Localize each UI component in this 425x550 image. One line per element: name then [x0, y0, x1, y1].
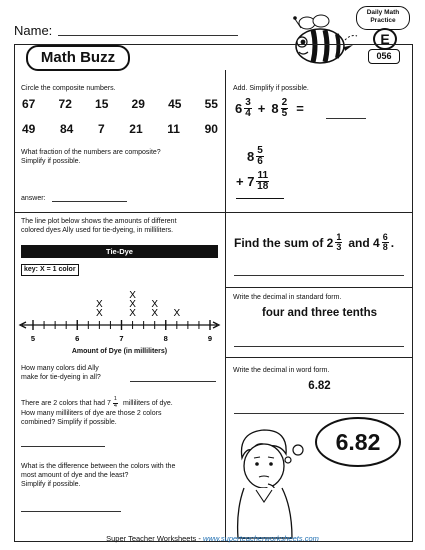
number-cell[interactable]: 90 [204, 122, 218, 136]
q1-prompt: Circle the composite numbers. [21, 85, 116, 92]
center-divider [225, 70, 226, 542]
plot-x-mark: X [129, 299, 136, 310]
plot-x-mark: X [151, 308, 159, 319]
plot-x-mark: X [96, 308, 103, 319]
q3b-question: There are 2 colors that had 7 $\frac{1}{4}$ milliliters of dye. How many milliliters of dye are those 2 colors combined? Simplify if possible. [21, 396, 173, 426]
plot-x-mark: X [173, 308, 181, 319]
chart-key: key: X = 1 color [21, 264, 79, 276]
q1-question: What fraction of the numbers are composite? Simplify if possible. [21, 149, 161, 165]
q2-expression: 6 $\frac{3}{4}$ + 8 $\frac{2}{5}$ = [235, 97, 304, 119]
footer: Super Teacher Worksheets - www.superteacherworksheets.com [106, 534, 319, 543]
number-cell[interactable]: 21 [129, 122, 143, 136]
q2-answer-field[interactable] [326, 118, 366, 119]
number-cell[interactable]: 55 [204, 97, 218, 111]
q5-answer-field[interactable] [234, 346, 404, 347]
worksheet-number: 056 [368, 49, 400, 64]
name-label: Name: [14, 23, 53, 38]
page-title: Math Buzz [40, 49, 116, 66]
footer-url[interactable]: www.superteacherworksheets.com [202, 534, 319, 543]
q1-answer-label: answer: [21, 195, 46, 202]
q6-prompt: Write the decimal in word form. [233, 367, 330, 374]
number-cell[interactable]: 67 [22, 97, 36, 111]
q5-prompt: Write the decimal in standard form. [233, 294, 342, 301]
title-pill [26, 45, 130, 71]
q6-decimal: 6.82 [308, 380, 331, 392]
bubble-decimal: 6.82 [335, 429, 381, 455]
q3b-answer-field[interactable] [21, 446, 105, 447]
q3-intro: The line plot below shows the amounts of different colored dyes Ally used for tie-dyeing, in milliliters. [21, 218, 177, 234]
number-cell[interactable]: 7 [97, 122, 105, 136]
plot-x-mark: X [129, 308, 136, 319]
q5-words: four and three tenths [261, 307, 377, 319]
left-divider-1 [14, 212, 225, 213]
x-tick-label: 9 [207, 334, 213, 343]
number-cell[interactable]: 72 [58, 97, 72, 111]
name-field[interactable] [58, 35, 238, 36]
number-cell[interactable]: 84 [59, 122, 74, 136]
q4-answer-field[interactable] [234, 275, 404, 276]
x-tick-label: 5 [30, 334, 36, 343]
badge-line1: Daily Math [366, 9, 400, 16]
chart-title: Tie-Dye [106, 247, 133, 256]
q3c-answer-field[interactable] [21, 511, 121, 512]
x-axis-label: Amount of Dye (in milliliters) [71, 348, 168, 355]
badge-line2: Practice [370, 17, 396, 24]
right-divider-3 [225, 357, 413, 358]
x-tick-label: 6 [75, 334, 80, 343]
number-cell[interactable]: 29 [131, 97, 145, 111]
q1-number-grid [22, 97, 218, 136]
plot-x-mark: X [151, 299, 159, 310]
q2-prompt: Add. Simplify if possible. [233, 85, 309, 92]
plot-x-mark: X [129, 290, 136, 301]
plot-x-mark: X [96, 299, 103, 310]
q2-mixed-top: 8 $\frac{5}{6}$ [247, 145, 263, 167]
q2-sum-line [236, 198, 284, 199]
number-cell[interactable]: 45 [168, 97, 182, 111]
q4-question: Find the sum of 2 $\frac{1}{3}$ and 4 $\frac{6}{8}$ . [234, 232, 395, 252]
footer-site-name: Super Teacher Worksheets [106, 534, 197, 543]
chart-title-bar [21, 245, 218, 258]
x-tick-label: 8 [163, 334, 168, 343]
x-tick-label: 7 [119, 334, 124, 343]
level-letter: E [373, 28, 397, 50]
q3a-question: How many colors did Ally make for tie-dyeing in all? [21, 365, 101, 381]
q1-answer-field[interactable] [52, 201, 127, 202]
number-cell[interactable]: 15 [95, 97, 109, 111]
right-divider-2 [225, 287, 413, 288]
q3c-question: What is the difference between the colors with the most amount of dye and the least? Simplify if possible. [21, 463, 176, 488]
number-cell[interactable]: 49 [22, 122, 36, 136]
q3a-answer-field[interactable] [130, 381, 216, 382]
q2-mixed-bottom: + 7 $\frac{11}{18}$ [236, 170, 269, 192]
number-cell[interactable]: 11 [167, 122, 180, 136]
right-divider-1 [225, 212, 413, 213]
